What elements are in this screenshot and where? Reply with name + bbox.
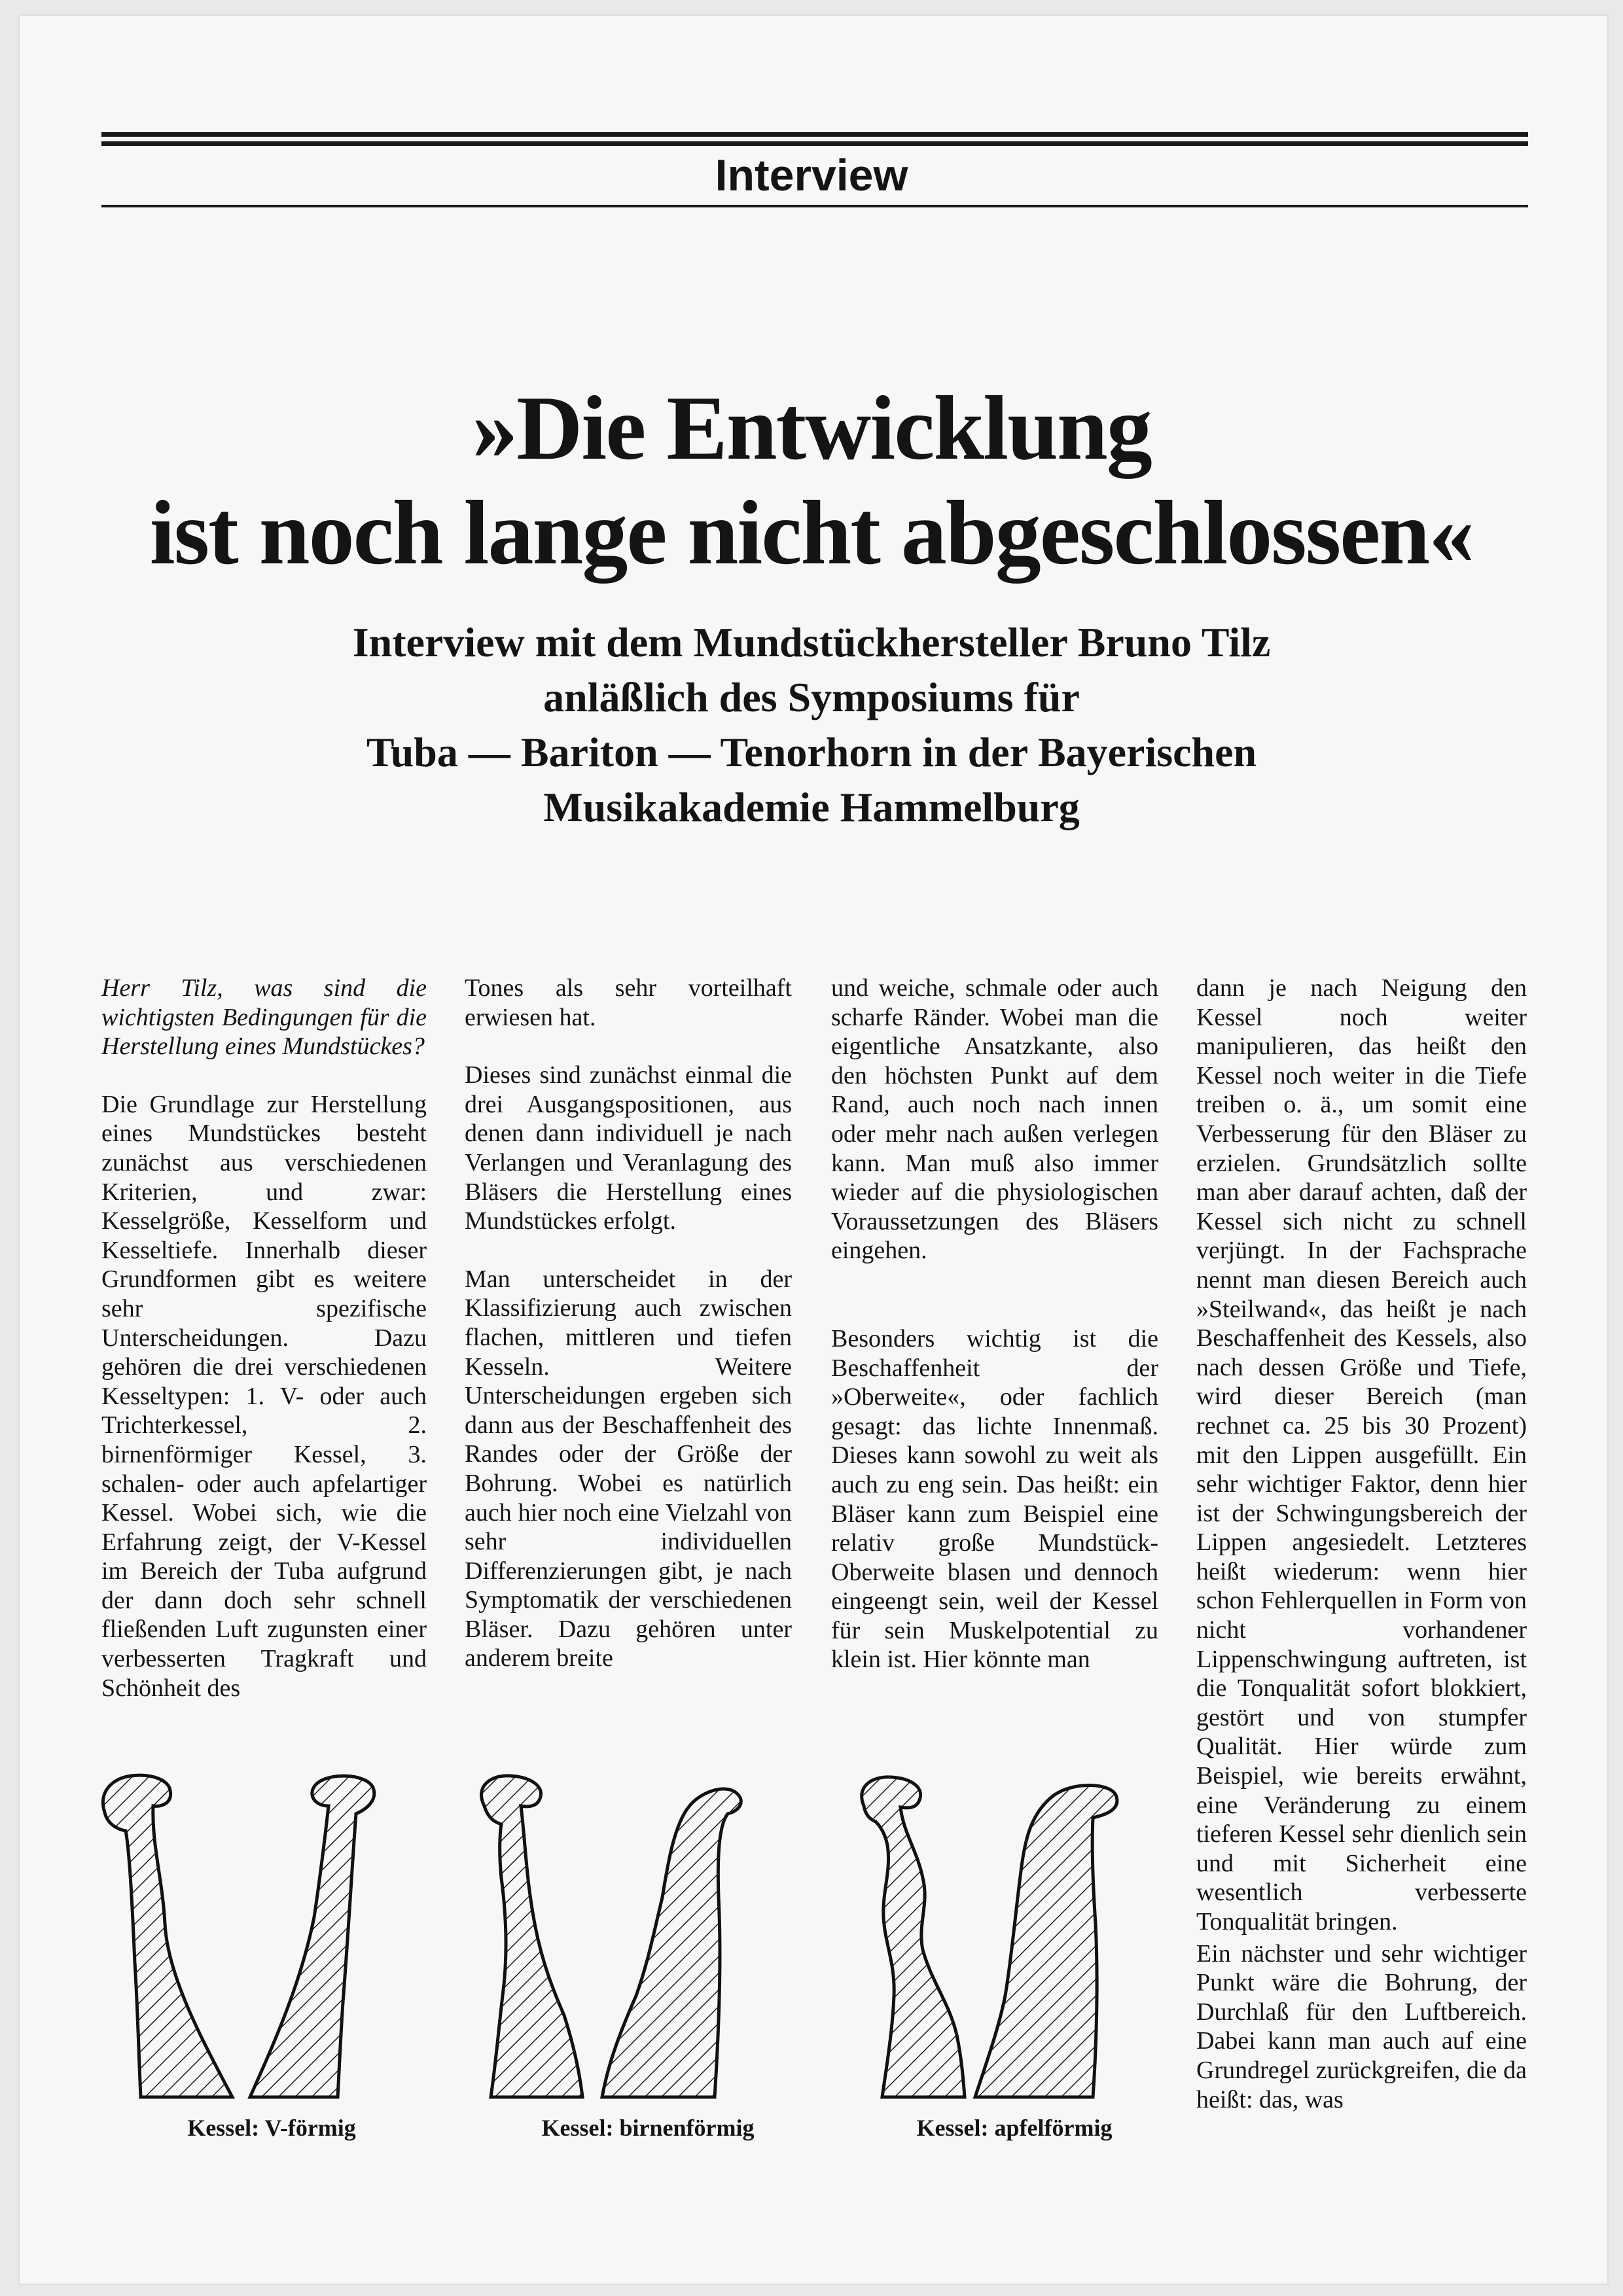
- top-rule-double: [101, 141, 1528, 146]
- answer-paragraph: und weiche, schmale oder auch scharfe Ränder. Wobei man die eigentliche Ansatzkante, also den höchsten Punkt auf dem Rand, auch noch nach innen oder mehr nach außen verlegen kann. Man muß also immer wieder auf die physiologischen Voraussetzungen des Bläsers eingehen.: [831, 974, 1158, 1265]
- v-kessel-right-wall: [250, 1776, 374, 2097]
- text-column-2: [465, 974, 792, 1702]
- text-column-1: [101, 974, 427, 1731]
- text-column-4: [1196, 974, 1527, 2143]
- mouthpiece-figures: [92, 1767, 1165, 2107]
- section-rule: [101, 205, 1528, 207]
- pear-kessel-left-wall: [482, 1776, 582, 2097]
- text-column-3: [831, 974, 1158, 1703]
- subtitle-line-2: anläßlich des Symposiums für: [543, 674, 1080, 720]
- headline: [65, 376, 1558, 586]
- subtitle: [131, 615, 1492, 835]
- figure-caption-v: Kessel: V-förmig: [187, 2115, 356, 2141]
- headline-line-2: ist noch lange nicht abgeschlossen«: [149, 482, 1474, 584]
- top-rule: [101, 132, 1528, 137]
- figure-caption-apple: Kessel: apfelförmig: [916, 2115, 1113, 2141]
- apple-kessel-left-wall: [862, 1777, 965, 2097]
- apple-kessel-right-wall: [975, 1785, 1117, 2097]
- interview-question: Herr Tilz, was sind die wichtigsten Bedingungen für die Herstellung eines Mundstückes?: [101, 974, 427, 1061]
- headline-line-1: »Die Entwicklung: [472, 378, 1151, 479]
- answer-paragraph: Dieses sind zunächst einmal die drei Ausgangspositionen, aus denen dann individuell je nach Verlangen und Veranlagung des Bläsers die Herstellung eines Mundstückes erfolgt.: [465, 1061, 792, 1235]
- pear-kessel-right-wall: [602, 1789, 741, 2097]
- subtitle-line-4: Musikakademie Hammelburg: [543, 784, 1080, 830]
- answer-paragraph: Ein nächster und sehr wichtiger Punkt wäre die Bohrung, der Durchlaß für den Luftbereich. Dabei kann man auch auf eine Grundregel zurückgreifen, die da heißt: das, was: [1196, 1939, 1527, 2113]
- answer-paragraph: Besonders wichtig ist die Beschaffenheit der »Oberweite«, oder fachlich gesagt: das lichte Innenmaß. Dieses kann sowohl zu weit als auch zu eng sein. Das heißt: ein Bläser kann zum Beispiel eine relativ große Mundstück-Oberweite blasen und dennoch eingeengt sein, weil der Kessel für sein Muskelpotential zu klein ist. Hier könnte man: [831, 1324, 1158, 1674]
- answer-paragraph: dann je nach Neigung den Kessel noch weiter manipulieren, das heißt den Kessel noch weiter in die Tiefe treiben o. ä., um somit eine Verbesserung für den Bläser zu erzielen. Grundsätzlich sollte man aber darauf achten, daß der Kessel sich nicht zu schnell verjüngt. In der Fachsprache nennt man diesen Bereich auch »Steilwand«, das heißt je nach Beschaffenheit des Kessels, also nach dessen Größe und Tiefe, wird dieser Bereich (man rechnet ca. 25 bis 30 Prozent) mit den Lippen ausgefüllt. Ein sehr wichtiger Faktor, denn hier ist der Schwingungsbereich der Lippen angesiedelt. Letzteres heißt wiederum: wenn hier schon Fehlerquellen in Form von nicht vorhandener Lippenschwingung auftreten, ist die Tonqualität sofort blokkiert, gestört und von stumpfer Qualität. Hier würde zum Beispiel, wie bereits erwähnt, eine Veränderung zu einem tieferen Kessel sehr dienlich sein und mit Sicherheit eine wesentlich verbesserte Tonqualität bringen.: [1196, 974, 1527, 1935]
- section-label: Interview: [715, 150, 908, 200]
- answer-paragraph: Die Grundlage zur Herstellung eines Mundstückes besteht zunächst aus verschiedenen Kriterien, und zwar: Kesselgröße, Kesselform und Kesseltiefe. Innerhalb dieser Grundformen gibt es weitere sehr spezifische Unterscheidungen. Dazu gehören die drei verschiedenen Kesseltypen: 1. V- oder auch Trichterkessel, 2. birnenförmiger Kessel, 3. schalen- oder auch apfelartiger Kessel. Wobei sich, wie die Erfahrung zeigt, der V-Kessel im Bereich der Tuba aufgrund der dann doch sehr schnell fließenden Luft zugunsten einer verbesserten Tragkraft und Schönheit des: [101, 1090, 427, 1702]
- subtitle-line-1: Interview mit dem Mundstückhersteller Bruno Tilz: [352, 619, 1271, 665]
- subtitle-line-3: Tuba — Bariton — Tenorhorn in der Bayerischen: [366, 729, 1257, 775]
- answer-paragraph: Man unterscheidet in der Klassifizierung auch zwischen flachen, mittleren und tiefen Kesseln. Weitere Unterscheidungen ergeben sich dann aus der Beschaffenheit des Randes oder der Größe der Bohrung. Wobei es natürlich auch hier noch eine Vielzahl von sehr individuellen Differenzierungen gibt, je nach Symptomatik der verschiedenen Bläser. Dazu gehören unter anderem breite: [465, 1265, 792, 1672]
- figure-caption-pear: Kessel: birnenförmig: [541, 2115, 755, 2141]
- answer-paragraph: Tones als sehr vorteilhaft erwiesen hat.: [465, 974, 792, 1031]
- v-kessel-left-wall: [103, 1775, 232, 2097]
